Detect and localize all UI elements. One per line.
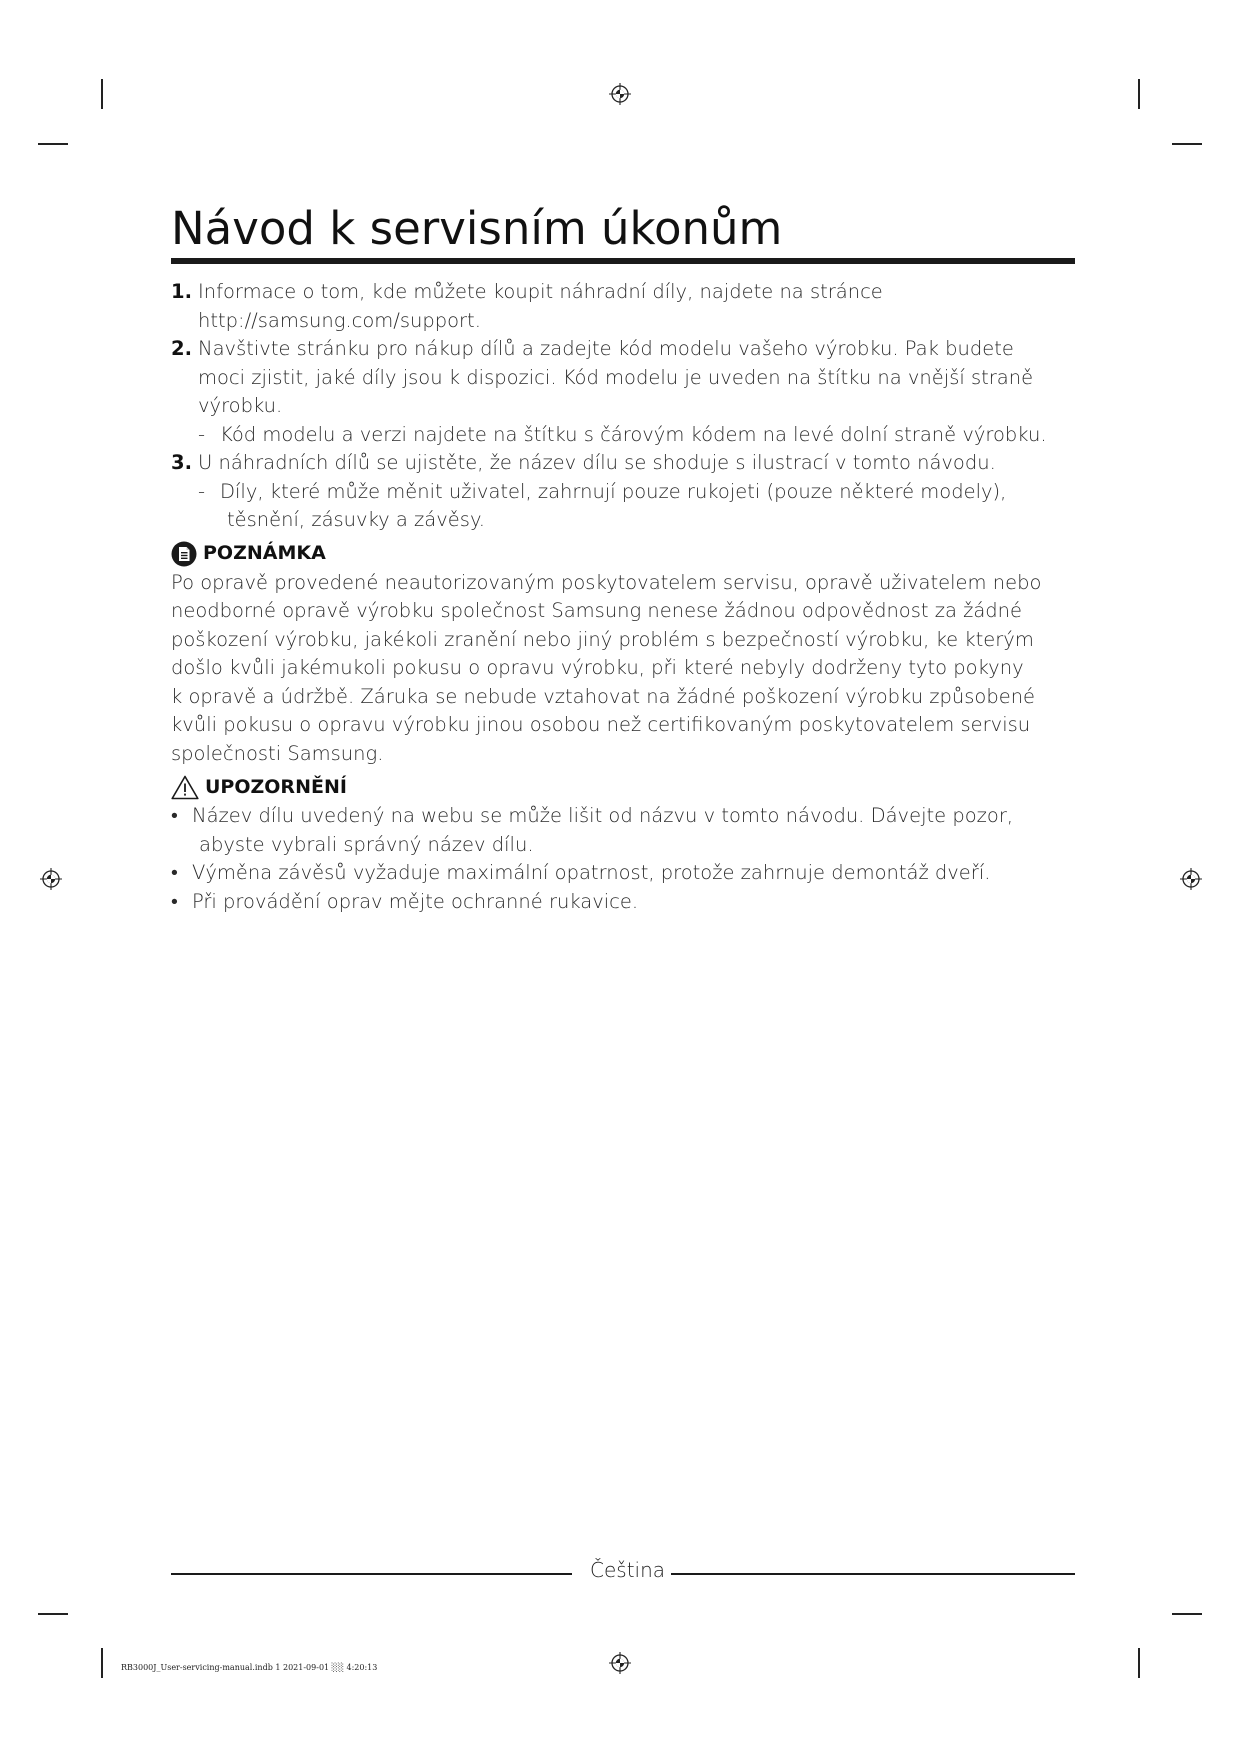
dash-marker: - (198, 479, 206, 503)
footer-rule-left (171, 1573, 572, 1575)
caution-line: Výměna závěsů vyžaduje maximální opatrnost, protože zahrnuje demontáž dveří. (192, 861, 991, 884)
caution-text (192, 888, 1081, 917)
caution-line: Název dílu uvedený na webu se může lišit od názvu v tomto návodu. Dávejte pozor, (192, 804, 1014, 827)
subitem-line: Díly, které může měnit uživatel, zahrnují pouze rukojeti (pouze některé modely), (220, 479, 1007, 503)
crop-mark-top-left-vertical (101, 79, 103, 109)
step-body (198, 335, 1081, 449)
caution-item (171, 859, 1081, 888)
caution-line: abyste vybrali správný název dílu. (199, 832, 534, 856)
title-underline (171, 258, 1075, 264)
caution-heading (171, 772, 1081, 802)
subitem-line: Kód modelu a verzi najdete na štítku s čárovým kódem na levé dolní straně výrobku. (220, 422, 1047, 446)
footer-rule-right (671, 1573, 1075, 1575)
note-icon (171, 541, 197, 567)
page-title: Návod k servisním úkonům (171, 202, 783, 255)
note-paragraph (171, 569, 1081, 769)
note-line: poškození výrobku, jakékoli zranění nebo jiný problém s bezpečností výrobku, ke kterým (171, 627, 1034, 651)
crop-mark-top-right-vertical (1138, 79, 1140, 109)
warning-triangle-icon (171, 775, 199, 800)
caution-text (192, 802, 1081, 859)
note-line: kvůli pokusu o opravu výrobku jinou osobou než certifikovaným poskytovatelem servisu (171, 713, 1031, 736)
caution-label: UPOZORNĚNÍ (205, 775, 347, 798)
step-subitem (198, 478, 1081, 535)
subitem-text (220, 478, 1081, 535)
step-subitem (198, 421, 1081, 450)
crop-mark-top-left-horizontal (38, 143, 68, 145)
step-item (171, 278, 1081, 335)
note-line: došlo kvůli jakémukoli pokusu o opravu výrobku, při které nebyly dodrženy tyto pokyny (171, 656, 1024, 679)
note-line: neodborné opravě výrobku společnost Samsung nenese žádnou odpovědnost za žádné (171, 599, 1023, 622)
servicing-steps-list (171, 278, 1081, 535)
step-body (198, 449, 1081, 535)
caution-list (171, 802, 1081, 916)
step-text-line: Navštivte stránku pro nákup dílů a zadejte kód modelu vašeho výrobku. Pak budete (198, 337, 1014, 360)
registration-mark-icon (40, 868, 62, 890)
step-number: 3. (171, 451, 192, 474)
registration-mark-icon (609, 1652, 631, 1674)
bullet-marker: • (171, 889, 178, 913)
note-heading (171, 539, 1081, 569)
crop-mark-bottom-right-horizontal (1172, 1613, 1202, 1615)
registration-mark-icon (1180, 868, 1202, 890)
bullet-marker: • (171, 861, 178, 884)
step-text-line: výrobku. (198, 394, 283, 417)
note-line: Po opravě provedené neautorizovaným poskytovatelem servisu, opravě uživatelem nebo (171, 570, 1042, 594)
note-line: k opravě a údržbě. Záruka se nebude vztahovat na žádné poškození výrobku způsobené (171, 684, 1036, 708)
crop-mark-bottom-left-horizontal (38, 1613, 68, 1615)
step-text-line: Informace o tom, kde můžete koupit náhradní díly, najdete na stránce (198, 280, 883, 303)
crop-mark-bottom-right-vertical (1138, 1648, 1140, 1678)
bullet-marker: • (171, 804, 178, 827)
crop-mark-bottom-left-vertical (101, 1648, 103, 1678)
caution-item (171, 802, 1081, 859)
print-slug: RB3000J_User-servicing-manual.indb 1 2021-09-01 ░░ 4:20:13 (121, 1663, 378, 1672)
subitem-text (220, 421, 1081, 450)
step-number: 1. (171, 280, 192, 303)
step-item (171, 335, 1081, 449)
caution-text (192, 859, 1081, 888)
step-text-line: moci zjistit, jaké díly jsou k dispozici. Kód modelu je uveden na štítku na vnější straně (198, 365, 1034, 389)
step-body (198, 278, 1081, 335)
step-item (171, 449, 1081, 535)
caution-item (171, 888, 1081, 917)
dash-marker: - (198, 422, 206, 446)
step-link-text[interactable]: http://samsung.com/support. (198, 308, 481, 332)
crop-mark-top-right-horizontal (1172, 143, 1202, 145)
registration-mark-icon (609, 83, 631, 105)
subitem-line: těsnění, zásuvky a závěsy. (227, 508, 485, 531)
note-label: POZNÁMKA (203, 542, 326, 565)
step-text-line: U náhradních dílů se ujistěte, že název dílu se shoduje s ilustrací v tomto návodu. (198, 451, 996, 474)
footer-language: Čeština (590, 1558, 666, 1582)
step-number: 2. (171, 337, 192, 360)
note-line: společnosti Samsung. (171, 741, 384, 765)
page-content (171, 278, 1081, 916)
caution-line: Při provádění oprav mějte ochranné rukavice. (192, 889, 639, 913)
